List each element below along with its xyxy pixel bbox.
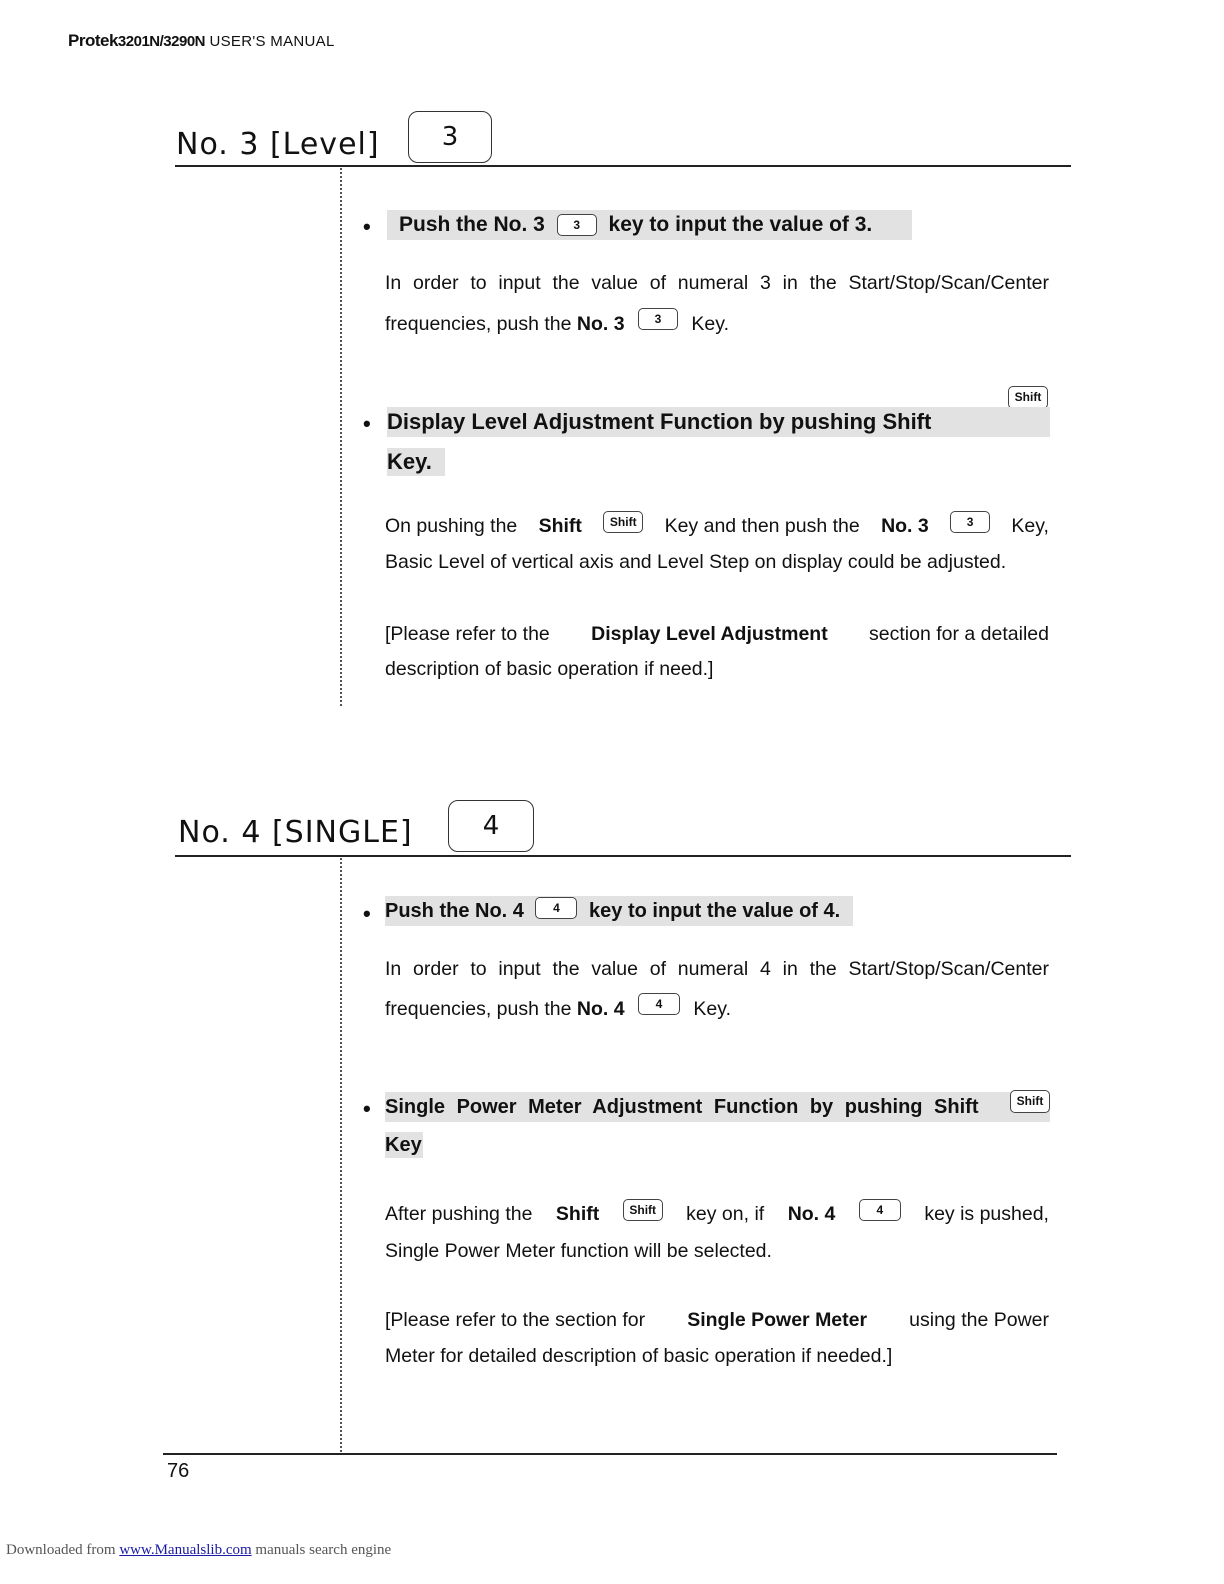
shift-key-icon: Shift [603, 511, 643, 533]
paragraph-line: [Please refer to the Display Level Adjustment section for a detailed [385, 622, 1049, 645]
item-heading: Push the No. 3 3 key to input the value of 3. [387, 210, 912, 240]
key-4-icon: 4 [448, 800, 534, 852]
paragraph-line: Basic Level of vertical axis and Level Step on display could be adjusted. [385, 551, 1007, 573]
key-4-icon: 4 [535, 897, 577, 919]
footer-rule [163, 1453, 1057, 1455]
model-number: 3201N/3290N [117, 33, 205, 50]
paragraph-line: In order to input the value of numeral 4 in the Start/Stop/Scan/Center [385, 958, 1049, 980]
shift-key-icon: Shift [623, 1199, 663, 1221]
paragraph-line: Single Power Meter function will be selected. [385, 1240, 772, 1262]
manualslib-link[interactable]: www.Manualslib.com [119, 1542, 252, 1558]
section-rule [175, 855, 1071, 857]
section-title-single: No. 4 [SINGLE] [178, 815, 413, 850]
brand-logo: Protek [68, 31, 118, 50]
paragraph-line: After pushing the Shift Shift key on, if No. 4 4 key is pushed, [385, 1198, 1049, 1230]
running-header [68, 31, 335, 51]
bullet: • [363, 214, 371, 239]
manual-label: USER'S MANUAL [209, 33, 335, 50]
paragraph-line: On pushing the Shift Shift Key and then push the No. 3 3 Key, [385, 510, 1049, 542]
bullet: • [363, 901, 371, 926]
section-title-level: No. 3 [Level] [176, 127, 380, 162]
key-4-icon: 4 [859, 1199, 901, 1221]
bullet: • [363, 1096, 371, 1121]
key-3-icon: 3 [950, 511, 990, 533]
section-rule [175, 165, 1071, 167]
key-4-icon: 4 [638, 993, 680, 1015]
page-number: 76 [167, 1460, 190, 1482]
dotted-margin-line [340, 858, 342, 1452]
item-heading: Push the No. 4 4 key to input the value of 4. [385, 896, 853, 926]
item-heading-cont: Key. [387, 448, 445, 476]
paragraph-line: [Please refer to the section for Single Power Meter using the Power [385, 1308, 1049, 1331]
paragraph-line: frequencies, push the No. 3 3 Key. [385, 313, 729, 336]
shift-key-icon: Shift [1010, 1090, 1050, 1113]
download-footer: Downloaded from www.Manualslib.com manuals search engine [6, 1542, 392, 1558]
dotted-margin-line [340, 168, 342, 706]
key-3-icon: 3 [557, 214, 597, 236]
paragraph-line: Meter for detailed description of basic operation if needed.] [385, 1345, 893, 1367]
item-heading: Display Level Adjustment Function by pushing Shift [387, 407, 1050, 437]
paragraph-line: description of basic operation if need.] [385, 658, 714, 680]
paragraph-line: frequencies, push the No. 4 4 Key. [385, 998, 731, 1021]
paragraph-line: In order to input the value of numeral 3 in the Start/Stop/Scan/Center [385, 272, 1049, 294]
key-3-icon: 3 [408, 111, 492, 163]
item-heading-cont: Key [385, 1134, 422, 1156]
item-heading: Single Power Meter Adjustment Function by pushing Shift Shift [385, 1092, 1050, 1122]
shift-key-icon: Shift [1008, 386, 1048, 409]
key-3-icon: 3 [638, 308, 678, 330]
bullet: • [363, 411, 371, 436]
